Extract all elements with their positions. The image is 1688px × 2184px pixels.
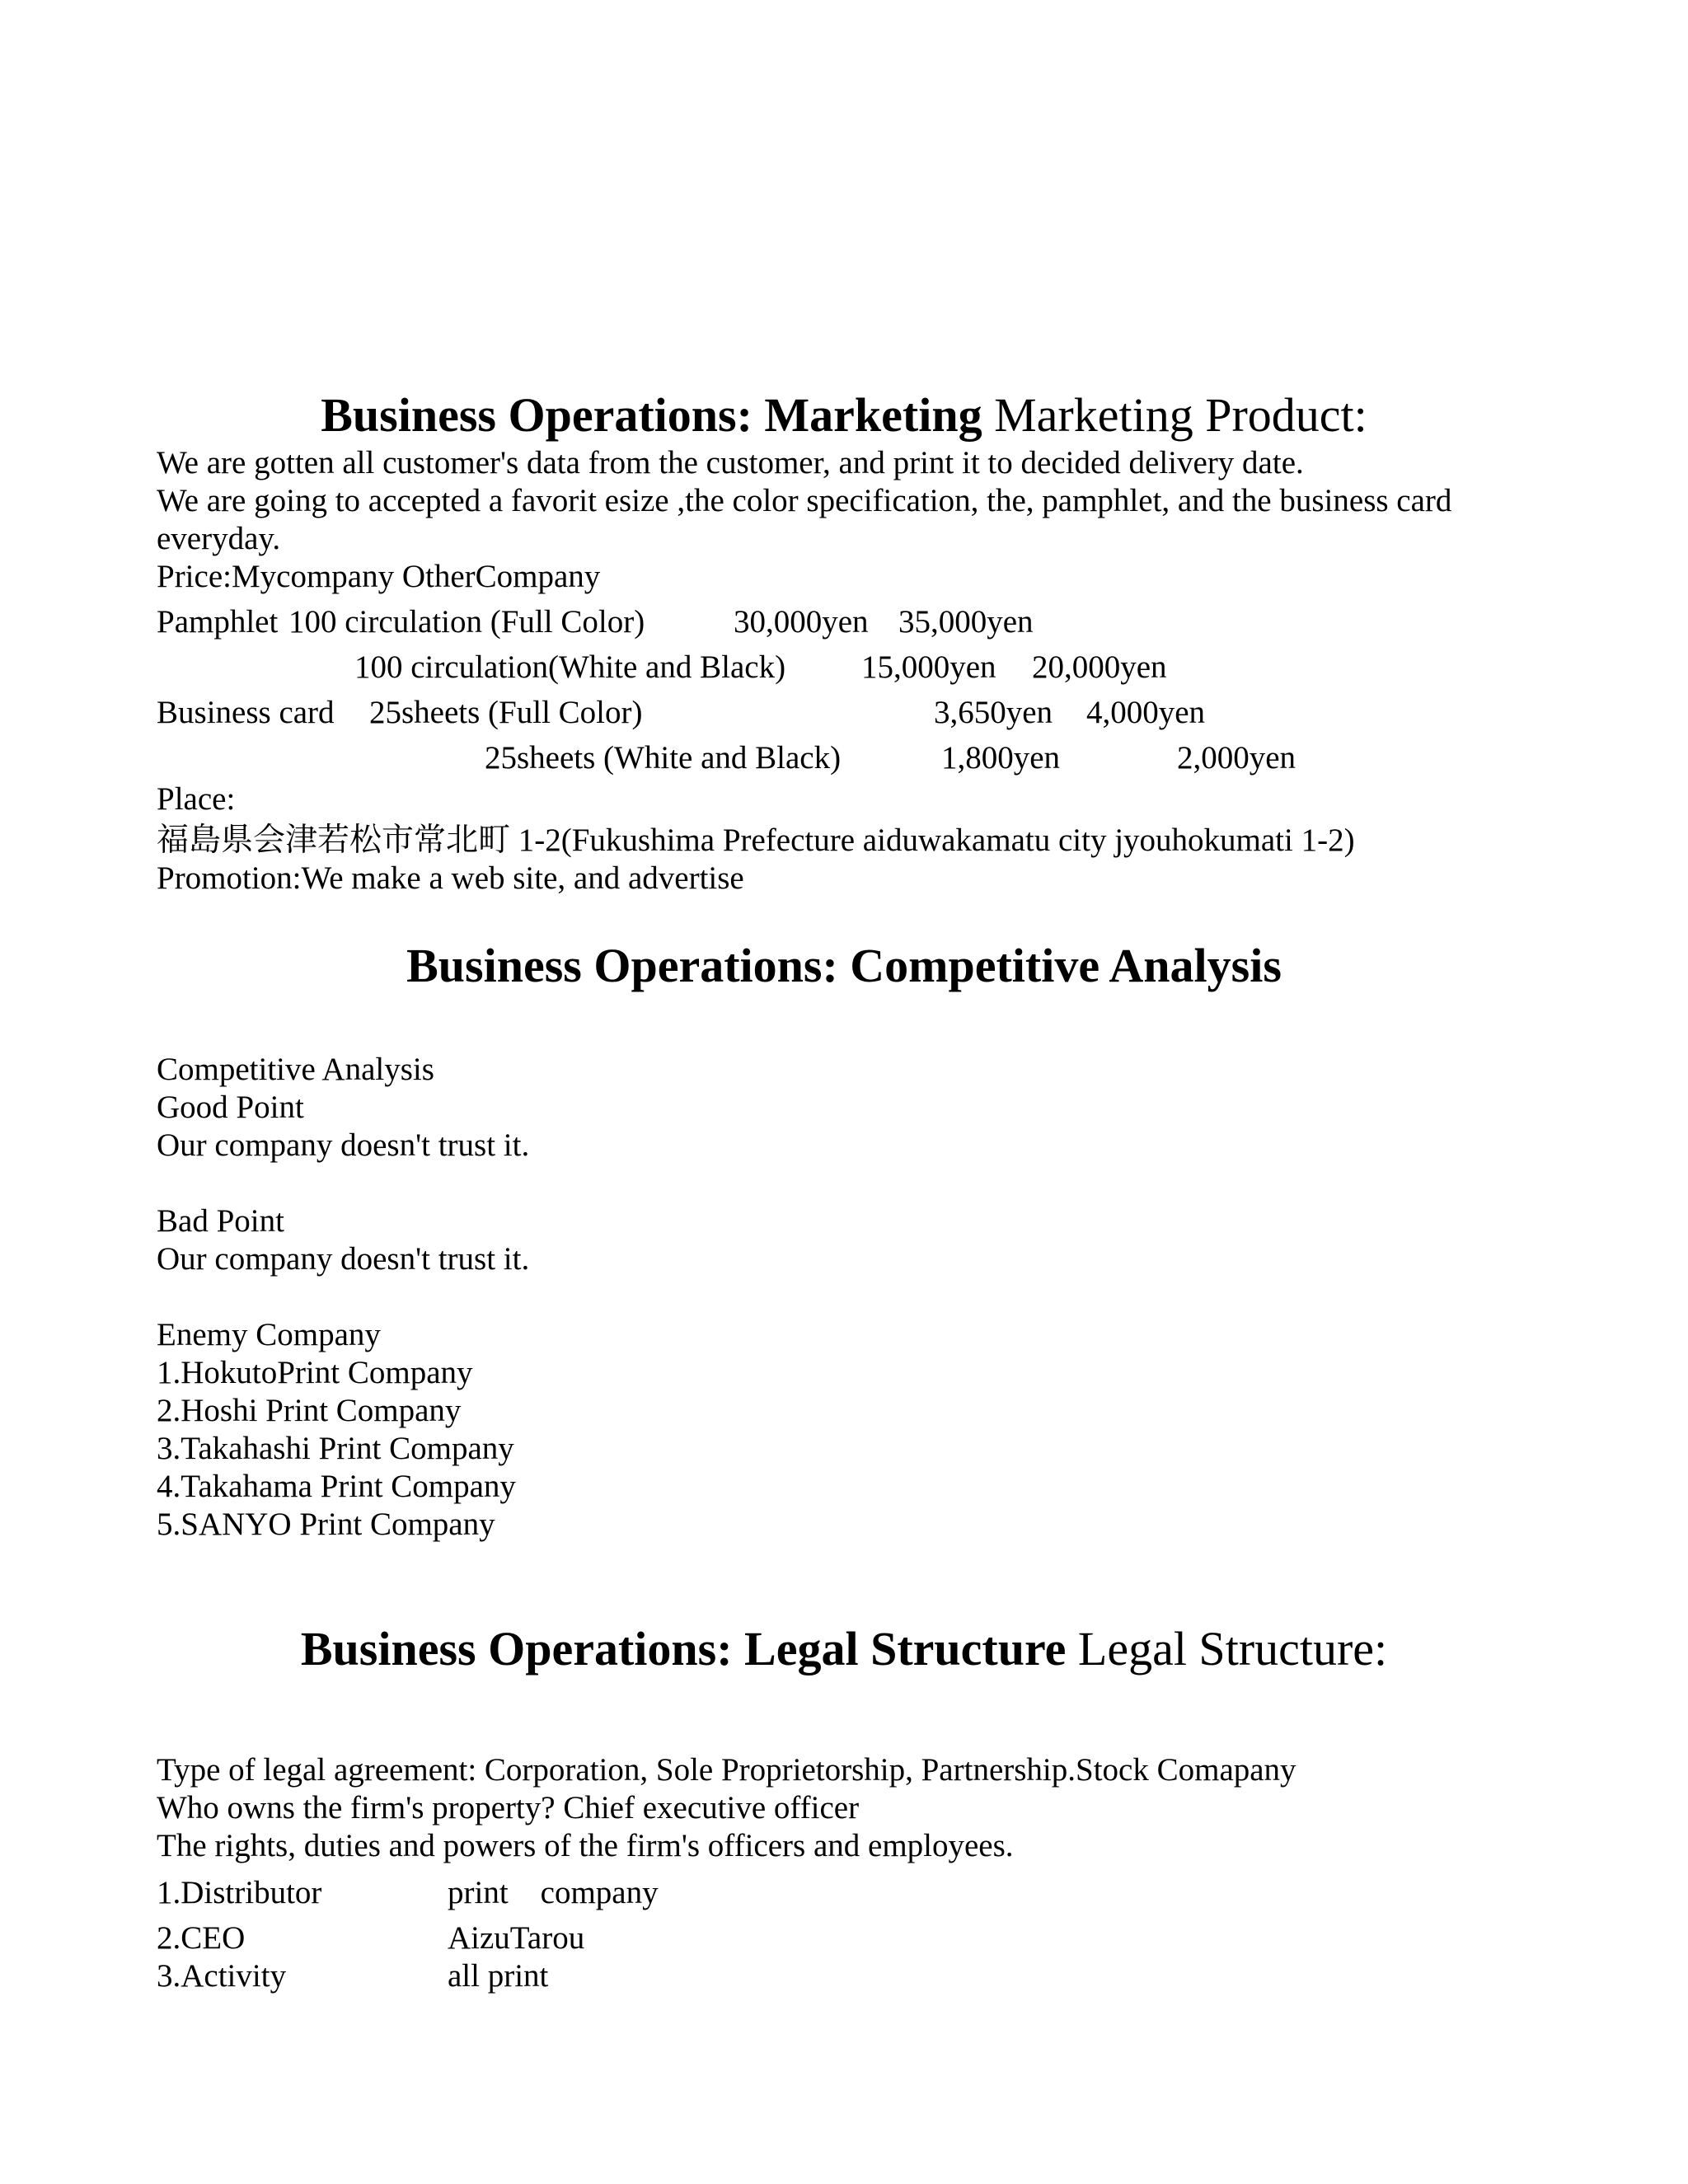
place-label: Place:: [157, 781, 236, 817]
price-mine: 3,650yen: [934, 695, 1053, 730]
enemy-item: 4.Takahama Print Company: [157, 1469, 516, 1504]
legal-heading: [0, 1622, 1688, 1675]
competitive-title: Competitive Analysis: [157, 1052, 434, 1087]
competitive-heading-text: Business Operations: Competitive Analysis: [406, 939, 1282, 992]
price-mine: 30,000yen: [734, 604, 869, 640]
price-mine: 1,800yen: [941, 740, 1061, 776]
price-other: 2,000yen: [1177, 740, 1296, 776]
marketing-heading: [0, 388, 1688, 442]
price-other: 4,000yen: [1086, 695, 1206, 730]
marketing-heading-bold: Business Operations: Marketing: [321, 388, 982, 442]
enemy-item: 1.HokutoPrint Company: [157, 1355, 473, 1390]
competitive-heading: [0, 939, 1688, 992]
enemy-item: 2.Hoshi Print Company: [157, 1393, 462, 1428]
bad-point-text: Our company doesn't trust it.: [157, 1241, 530, 1277]
legal-line-2: Who owns the firm's property? Chief executive officer: [157, 1790, 860, 1825]
price-spec: 25sheets (Full Color): [369, 695, 643, 730]
enemy-item: 3.Takahashi Print Company: [157, 1431, 514, 1466]
marketing-line-3: everyday.: [157, 521, 281, 556]
price-header: Price:Mycompany OtherCompany: [157, 559, 601, 594]
legal-item-value: print company: [448, 1875, 659, 1910]
price-other: 35,000yen: [898, 604, 1034, 640]
legal-line-1: Type of legal agreement: Corporation, Sole Proprietorship, Partnership.Stock Comapany: [157, 1752, 1296, 1788]
place-value: 福島県会津若松市常北町 1-2(Fukushima Prefecture aiduwakamatu city jyouhokumati 1-2): [157, 823, 1355, 858]
marketing-line-1: We are gotten all customer's data from the customer, and print it to decided delivery date.: [157, 445, 1304, 480]
good-point-text: Our company doesn't trust it.: [157, 1127, 530, 1163]
price-product: Business card: [157, 695, 335, 730]
marketing-line-2: We are going to accepted a favorit esize ,the color specification, the, pamphlet, and the business card: [157, 483, 1452, 518]
enemy-item: 5.SANYO Print Company: [157, 1507, 495, 1542]
legal-heading-normal: Legal Structure:: [1077, 1622, 1388, 1675]
price-mine: 15,000yen: [861, 649, 996, 685]
promotion-line: Promotion:We make a web site, and advertise: [157, 860, 744, 896]
good-point-label: Good Point: [157, 1090, 304, 1125]
legal-heading-bold: Business Operations: Legal Structure: [300, 1622, 1067, 1675]
price-product: Pamphlet: [157, 604, 279, 640]
price-spec: 25sheets (White and Black): [485, 740, 842, 776]
marketing-heading-normal: Marketing Product:: [994, 388, 1367, 442]
legal-item-label: 1.Distributor: [157, 1875, 322, 1910]
bad-point-label: Bad Point: [157, 1203, 284, 1239]
price-spec: 100 circulation(White and Black): [354, 649, 786, 685]
legal-item-value: AizuTarou: [448, 1920, 585, 1956]
price-spec: 100 circulation (Full Color): [288, 604, 645, 640]
enemy-label: Enemy Company: [157, 1317, 381, 1352]
price-other: 20,000yen: [1032, 649, 1167, 685]
legal-item-label: 3.Activity: [157, 1958, 287, 1994]
legal-item-label: 2.CEO: [157, 1920, 246, 1956]
legal-line-3: The rights, duties and powers of the firm's officers and employees.: [157, 1828, 1014, 1863]
legal-item-value: all print: [448, 1958, 549, 1994]
